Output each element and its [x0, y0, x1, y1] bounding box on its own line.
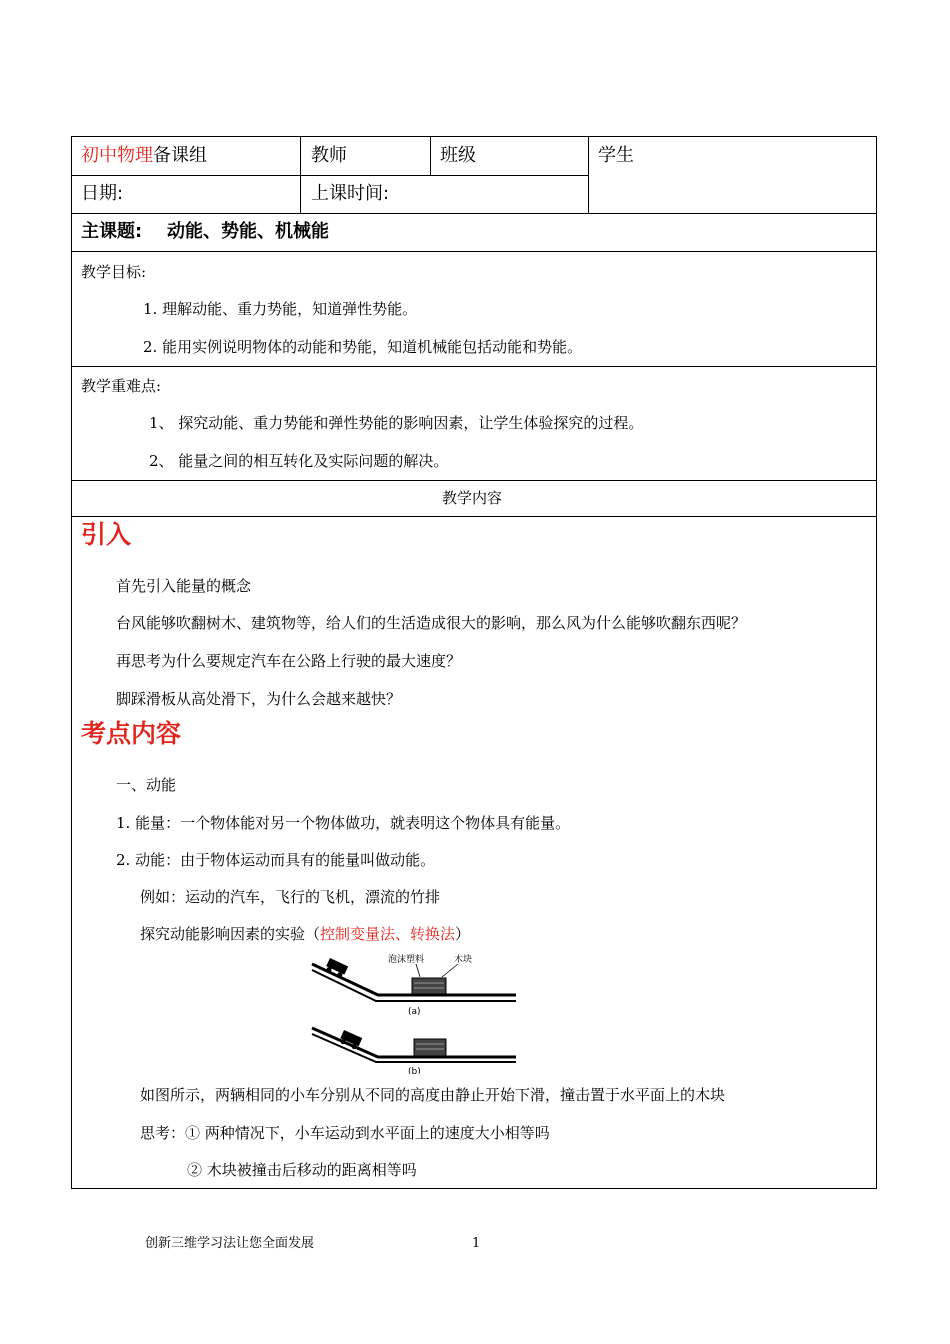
key-point-item: 2、 能量之间的相互转化及实际问题的解决。: [149, 452, 449, 470]
table-border: [71, 1188, 877, 1189]
objective-item: 1. 理解动能、重力势能，知道弹性势能。: [143, 300, 418, 318]
topic-value: 动能、势能、机械能: [167, 221, 329, 242]
think-question-2: ② 木块被撞击后移动的距离相等吗: [187, 1161, 417, 1179]
class-label: 班级: [440, 145, 476, 166]
topic-label: 主课题:: [81, 221, 143, 242]
intro-line: 首先引入能量的概念: [116, 577, 252, 595]
footer-slogan: 创新三维学习法让您全面发展: [145, 1236, 315, 1251]
example-line: 例如：运动的汽车，飞行的飞机，漂流的竹排: [140, 888, 441, 906]
exam-heading: 考点内容: [81, 719, 182, 748]
objectives-title: 教学目标:: [81, 263, 147, 281]
experiment-method: 控制变量法、转换法: [320, 925, 456, 943]
experiment-prefix: 探究动能影响因素的实验（: [140, 925, 321, 943]
label-block: 木块: [454, 955, 473, 965]
table-border: [430, 136, 431, 175]
wood-block-a: [412, 978, 446, 994]
figure-description: 如图所示，两辆相同的小车分别从不同的高度由静止开始下滑，撞击置于水平面上的木块: [140, 1086, 726, 1104]
table-border: [71, 175, 589, 176]
experiment-figure: [308, 950, 520, 1074]
caption-a: (a): [408, 1007, 421, 1017]
student-label: 学生: [598, 145, 634, 166]
subject-name: 初中物理: [81, 145, 153, 166]
page-number: 1: [472, 1236, 481, 1251]
experiment-suffix: ）: [455, 925, 471, 943]
content-header: 教学内容: [442, 489, 503, 507]
table-border: [71, 480, 877, 481]
section-title: 一、动能: [116, 776, 177, 794]
table-border: [876, 136, 877, 1189]
class-time-label: 上课时间:: [311, 183, 390, 204]
key-point-item: 1、 探究动能、重力势能和弹性势能的影响因素，让学生体验探究的过程。: [149, 414, 644, 432]
definition-item: 2. 动能：由于物体运动而具有的能量叫做动能。: [116, 851, 436, 869]
table-border: [71, 251, 877, 252]
intro-line: 脚踩滑板从高处滑下，为什么会越来越快？: [116, 690, 402, 708]
table-border: [71, 136, 72, 1189]
date-label: 日期:: [81, 183, 124, 204]
group-suffix: 备课组: [153, 145, 207, 166]
experiment-line: [140, 924, 470, 944]
key-points-title: 教学重难点:: [81, 377, 162, 395]
think-question-1: 思考：① 两种情况下，小车运动到水平面上的速度大小相等吗: [140, 1124, 550, 1142]
group-label: [81, 145, 207, 167]
table-border: [71, 516, 877, 517]
table-border: [71, 136, 877, 137]
wood-block-b: [414, 1039, 446, 1056]
intro-heading: 引入: [81, 520, 132, 549]
objective-item: 2. 能用实例说明物体的动能和势能，知道机械能包括动能和势能。: [143, 338, 583, 356]
definition-item: 1. 能量：一个物体能对另一个物体做功，就表明这个物体具有能量。: [116, 814, 571, 832]
intro-line: 再思考为什么要规定汽车在公路上行驶的最大速度？: [116, 652, 462, 670]
teacher-label: 教师: [311, 145, 347, 166]
caption-b: (b): [408, 1067, 421, 1074]
table-border: [71, 213, 877, 214]
label-foam: 泡沫塑料: [388, 955, 425, 965]
table-border: [588, 136, 589, 213]
table-border: [71, 366, 877, 367]
intro-line: 台风能够吹翻树木、建筑物等，给人们的生活造成很大的影响，那么风为什么能够吹翻东西呢？: [116, 614, 747, 632]
table-border: [300, 136, 301, 213]
